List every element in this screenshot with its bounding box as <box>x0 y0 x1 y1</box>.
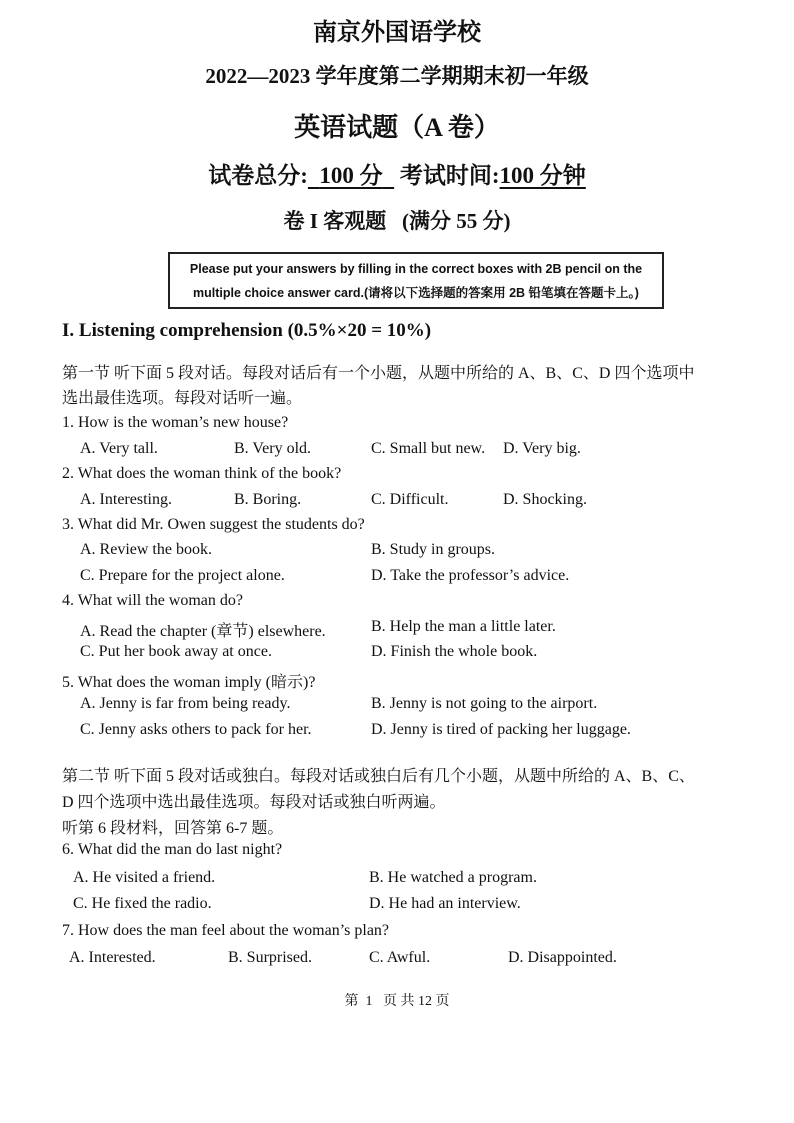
school-name: 南京外国语学校 <box>313 20 481 46</box>
question-stem: 5. What does the woman imply (暗示)? <box>62 674 316 691</box>
option: B. He watched a program. <box>369 869 537 886</box>
option: B. Very old. <box>234 440 312 457</box>
option: A. Very tall. <box>80 440 158 457</box>
exam-time-value: 100 分钟 <box>499 163 586 188</box>
part1-intro-line-2: 选出最佳选项。每段对话听一遍。 <box>62 390 303 407</box>
option: D. Very big. <box>503 440 581 457</box>
option: C. Awful. <box>369 949 431 966</box>
option: C. Jenny asks others to pack for her. <box>80 721 312 738</box>
question-stem: 6. What did the man do last night? <box>62 841 283 858</box>
part2-intro-line-2: D 四个选项中选出最佳选项。每段对话或独白听两遍。 <box>62 794 446 811</box>
option: A. Interested. <box>69 949 156 966</box>
part2-note: 听第 6 段材料，回答第 6-7 题。 <box>62 820 284 837</box>
total-score-label: 试卷总分: <box>208 163 308 188</box>
option: A. Jenny is far from being ready. <box>80 695 291 712</box>
option: A. Read the chapter (章节) elsewhere. <box>80 623 326 640</box>
option: B. Help the man a little later. <box>371 618 556 635</box>
option: D. Disappointed. <box>508 949 617 966</box>
option: A. Review the book. <box>80 541 212 558</box>
option: D. Take the professor’s advice. <box>371 567 570 584</box>
option: C. Small but new. <box>371 440 486 457</box>
option: D. He had an interview. <box>369 895 521 912</box>
instruction-line-1: Please put your answers by filling in the correct boxes with 2B pencil on the <box>189 262 643 276</box>
option: C. He fixed the radio. <box>73 895 212 912</box>
option: B. Surprised. <box>228 949 312 966</box>
total-score-value: 100 分 <box>319 163 383 188</box>
part1-intro-line-1: 第一节 听下面 5 段对话。每段对话后有一个小题，从题中所给的 A、B、C、D 四个选项中 <box>62 365 695 382</box>
option: A. Interesting. <box>80 491 172 508</box>
exam-time-label: 考试时间: <box>399 163 500 188</box>
instruction-line-2: multiple choice answer card.(请将以下选择题的答案用 2B 铅笔填在答题卡上。) <box>193 286 639 300</box>
option: D. Shocking. <box>503 491 587 508</box>
option: C. Difficult. <box>371 491 449 508</box>
option: B. Study in groups. <box>371 541 496 558</box>
option: D. Jenny is tired of packing her luggage. <box>371 721 631 738</box>
option: B. Jenny is not going to the airport. <box>371 695 598 712</box>
option: C. Put her book away at once. <box>80 643 272 660</box>
question-stem: 3. What did Mr. Owen suggest the students do? <box>62 516 365 533</box>
instruction-box <box>168 252 664 309</box>
question-stem: 1. How is the woman’s new house? <box>62 414 289 431</box>
part2-intro-line-1: 第二节 听下面 5 段对话或独白。每段对话或独白后有几个小题，从题中所给的 A、B、C、 <box>62 768 695 785</box>
exam-subject: 英语试题（A 卷） <box>294 113 500 142</box>
question-stem: 7. How does the man feel about the woman’s plan? <box>62 922 390 939</box>
page-number: 第 1 页 共 12 页 <box>344 994 450 1009</box>
part-title: 卷 I 客观题 (满分 55 分) <box>283 209 511 233</box>
option: C. Prepare for the project alone. <box>80 567 285 584</box>
option: B. Boring. <box>234 491 302 508</box>
option: D. Finish the whole book. <box>371 643 538 660</box>
question-stem: 4. What will the woman do? <box>62 592 243 609</box>
section-title: I. Listening comprehension (0.5%×20 = 10%) <box>62 320 432 341</box>
exam-meta <box>0 157 794 190</box>
option: A. He visited a friend. <box>73 869 216 886</box>
question-stem: 2. What does the woman think of the book? <box>62 465 342 482</box>
exam-term: 2022—2023 学年度第二学期期末初一年级 <box>205 64 589 88</box>
